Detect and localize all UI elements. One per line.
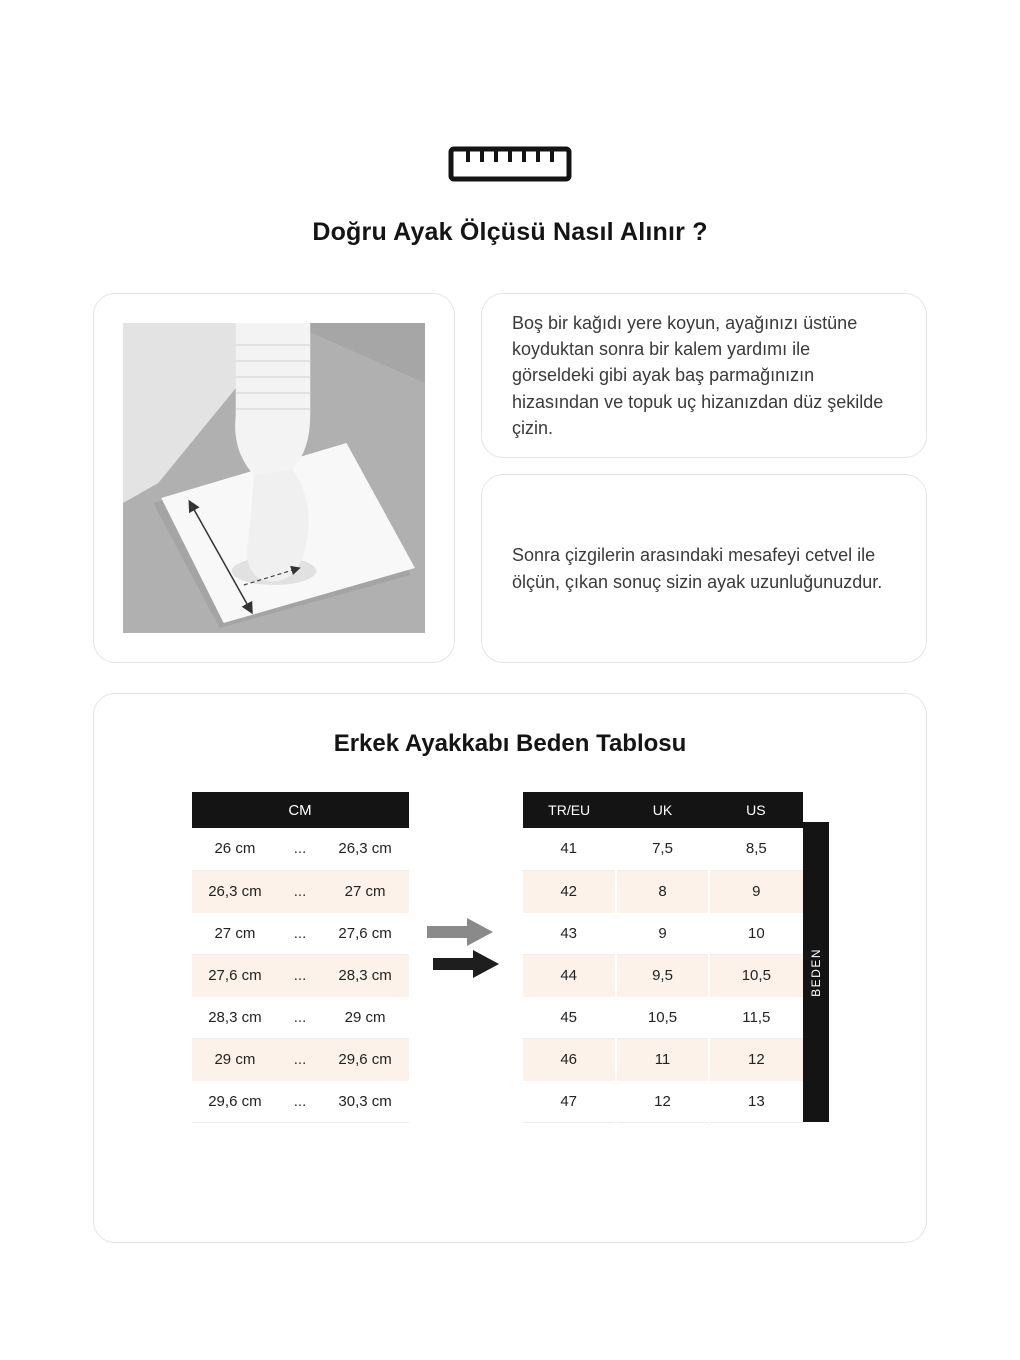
instruction-card-1 — [481, 293, 927, 458]
cm-to: 28,3 cm — [322, 954, 409, 996]
cm-to: 29 cm — [322, 996, 409, 1038]
size-tr-eu: 42 — [523, 870, 616, 912]
table-row — [523, 1080, 803, 1122]
ruler-icon-wrap — [0, 0, 1020, 182]
cm-to: 26,3 cm — [322, 828, 409, 870]
cm-dots: ... — [278, 912, 321, 954]
table-row — [523, 996, 803, 1038]
cm-table — [192, 792, 409, 1123]
international-size-table — [523, 792, 803, 1123]
table-row — [192, 912, 409, 954]
table-row — [192, 954, 409, 996]
table-row — [192, 1038, 409, 1080]
size-us: 12 — [709, 1038, 802, 1080]
cm-from: 28,3 cm — [192, 996, 279, 1038]
foot-measurement-photo — [123, 323, 425, 633]
cm-dots: ... — [278, 996, 321, 1038]
ruler-icon — [448, 146, 572, 182]
size-header-uk: UK — [616, 792, 709, 828]
table-row — [192, 870, 409, 912]
cm-from: 29,6 cm — [192, 1080, 279, 1122]
size-uk: 7,5 — [616, 828, 709, 870]
cm-from: 26 cm — [192, 828, 279, 870]
table-row — [523, 828, 803, 870]
size-tr-eu: 45 — [523, 996, 616, 1038]
table-row — [192, 996, 409, 1038]
cm-dots: ... — [278, 1080, 321, 1122]
size-uk: 12 — [616, 1080, 709, 1122]
cm-from: 29 cm — [192, 1038, 279, 1080]
size-us: 11,5 — [709, 996, 802, 1038]
double-right-arrow-icon — [427, 914, 505, 978]
instructions-section — [93, 293, 927, 663]
size-us: 13 — [709, 1080, 802, 1122]
table-row — [523, 870, 803, 912]
size-table-card — [93, 693, 927, 1243]
photo-card — [93, 293, 455, 663]
size-us: 10 — [709, 912, 802, 954]
instruction-card-2 — [481, 474, 927, 663]
instruction-step-1: Boş bir kağıdı yere koyun, ayağınızı üstüne koyduktan sonra bir kalem yardımı ile görseldeki gibi ayak baş parmağınızın hizasından ve topuk uç hizanızdan düz şekilde çizin. — [512, 313, 884, 438]
size-table-title: Erkek Ayakkabı Beden Tablosu — [333, 730, 687, 757]
cm-dots: ... — [278, 870, 321, 912]
size-tables-row — [94, 792, 926, 1123]
size-uk: 11 — [616, 1038, 709, 1080]
cm-to: 27 cm — [322, 870, 409, 912]
instruction-cards — [481, 293, 927, 663]
cm-from: 27 cm — [192, 912, 279, 954]
cm-from: 26,3 cm — [192, 870, 279, 912]
cm-dots: ... — [278, 1038, 321, 1080]
size-tr-eu: 46 — [523, 1038, 616, 1080]
table-row — [523, 912, 803, 954]
size-uk: 9 — [616, 912, 709, 954]
table-row — [192, 828, 409, 870]
table-row — [192, 1080, 409, 1122]
size-tr-eu: 43 — [523, 912, 616, 954]
cm-to: 29,6 cm — [322, 1038, 409, 1080]
cm-to: 27,6 cm — [322, 912, 409, 954]
cm-dots: ... — [278, 954, 321, 996]
size-us: 8,5 — [709, 828, 802, 870]
cm-table-header: CM — [192, 792, 409, 828]
instruction-step-2: Sonra çizgilerin arasındaki mesafeyi cetvel ile ölçün, çıkan sonuç sizin ayak uzunluğunuzdur. — [512, 545, 883, 592]
beden-label-bar — [803, 822, 829, 1122]
page-title: Doğru Ayak Ölçüsü Nasıl Alınır ? — [312, 218, 708, 246]
size-tr-eu: 44 — [523, 954, 616, 996]
beden-label: BEDEN — [808, 947, 823, 997]
international-size-block — [523, 792, 829, 1123]
conversion-arrows — [427, 914, 505, 983]
table-row — [523, 1038, 803, 1080]
cm-dots: ... — [278, 828, 321, 870]
cm-to: 30,3 cm — [322, 1080, 409, 1122]
size-header-us: US — [709, 792, 802, 828]
cm-from: 27,6 cm — [192, 954, 279, 996]
table-row — [523, 954, 803, 996]
size-uk: 10,5 — [616, 996, 709, 1038]
size-header-tr-eu: TR/EU — [523, 792, 616, 828]
size-uk: 9,5 — [616, 954, 709, 996]
size-us: 10,5 — [709, 954, 802, 996]
size-us: 9 — [709, 870, 802, 912]
size-uk: 8 — [616, 870, 709, 912]
size-tr-eu: 41 — [523, 828, 616, 870]
size-tr-eu: 47 — [523, 1080, 616, 1122]
